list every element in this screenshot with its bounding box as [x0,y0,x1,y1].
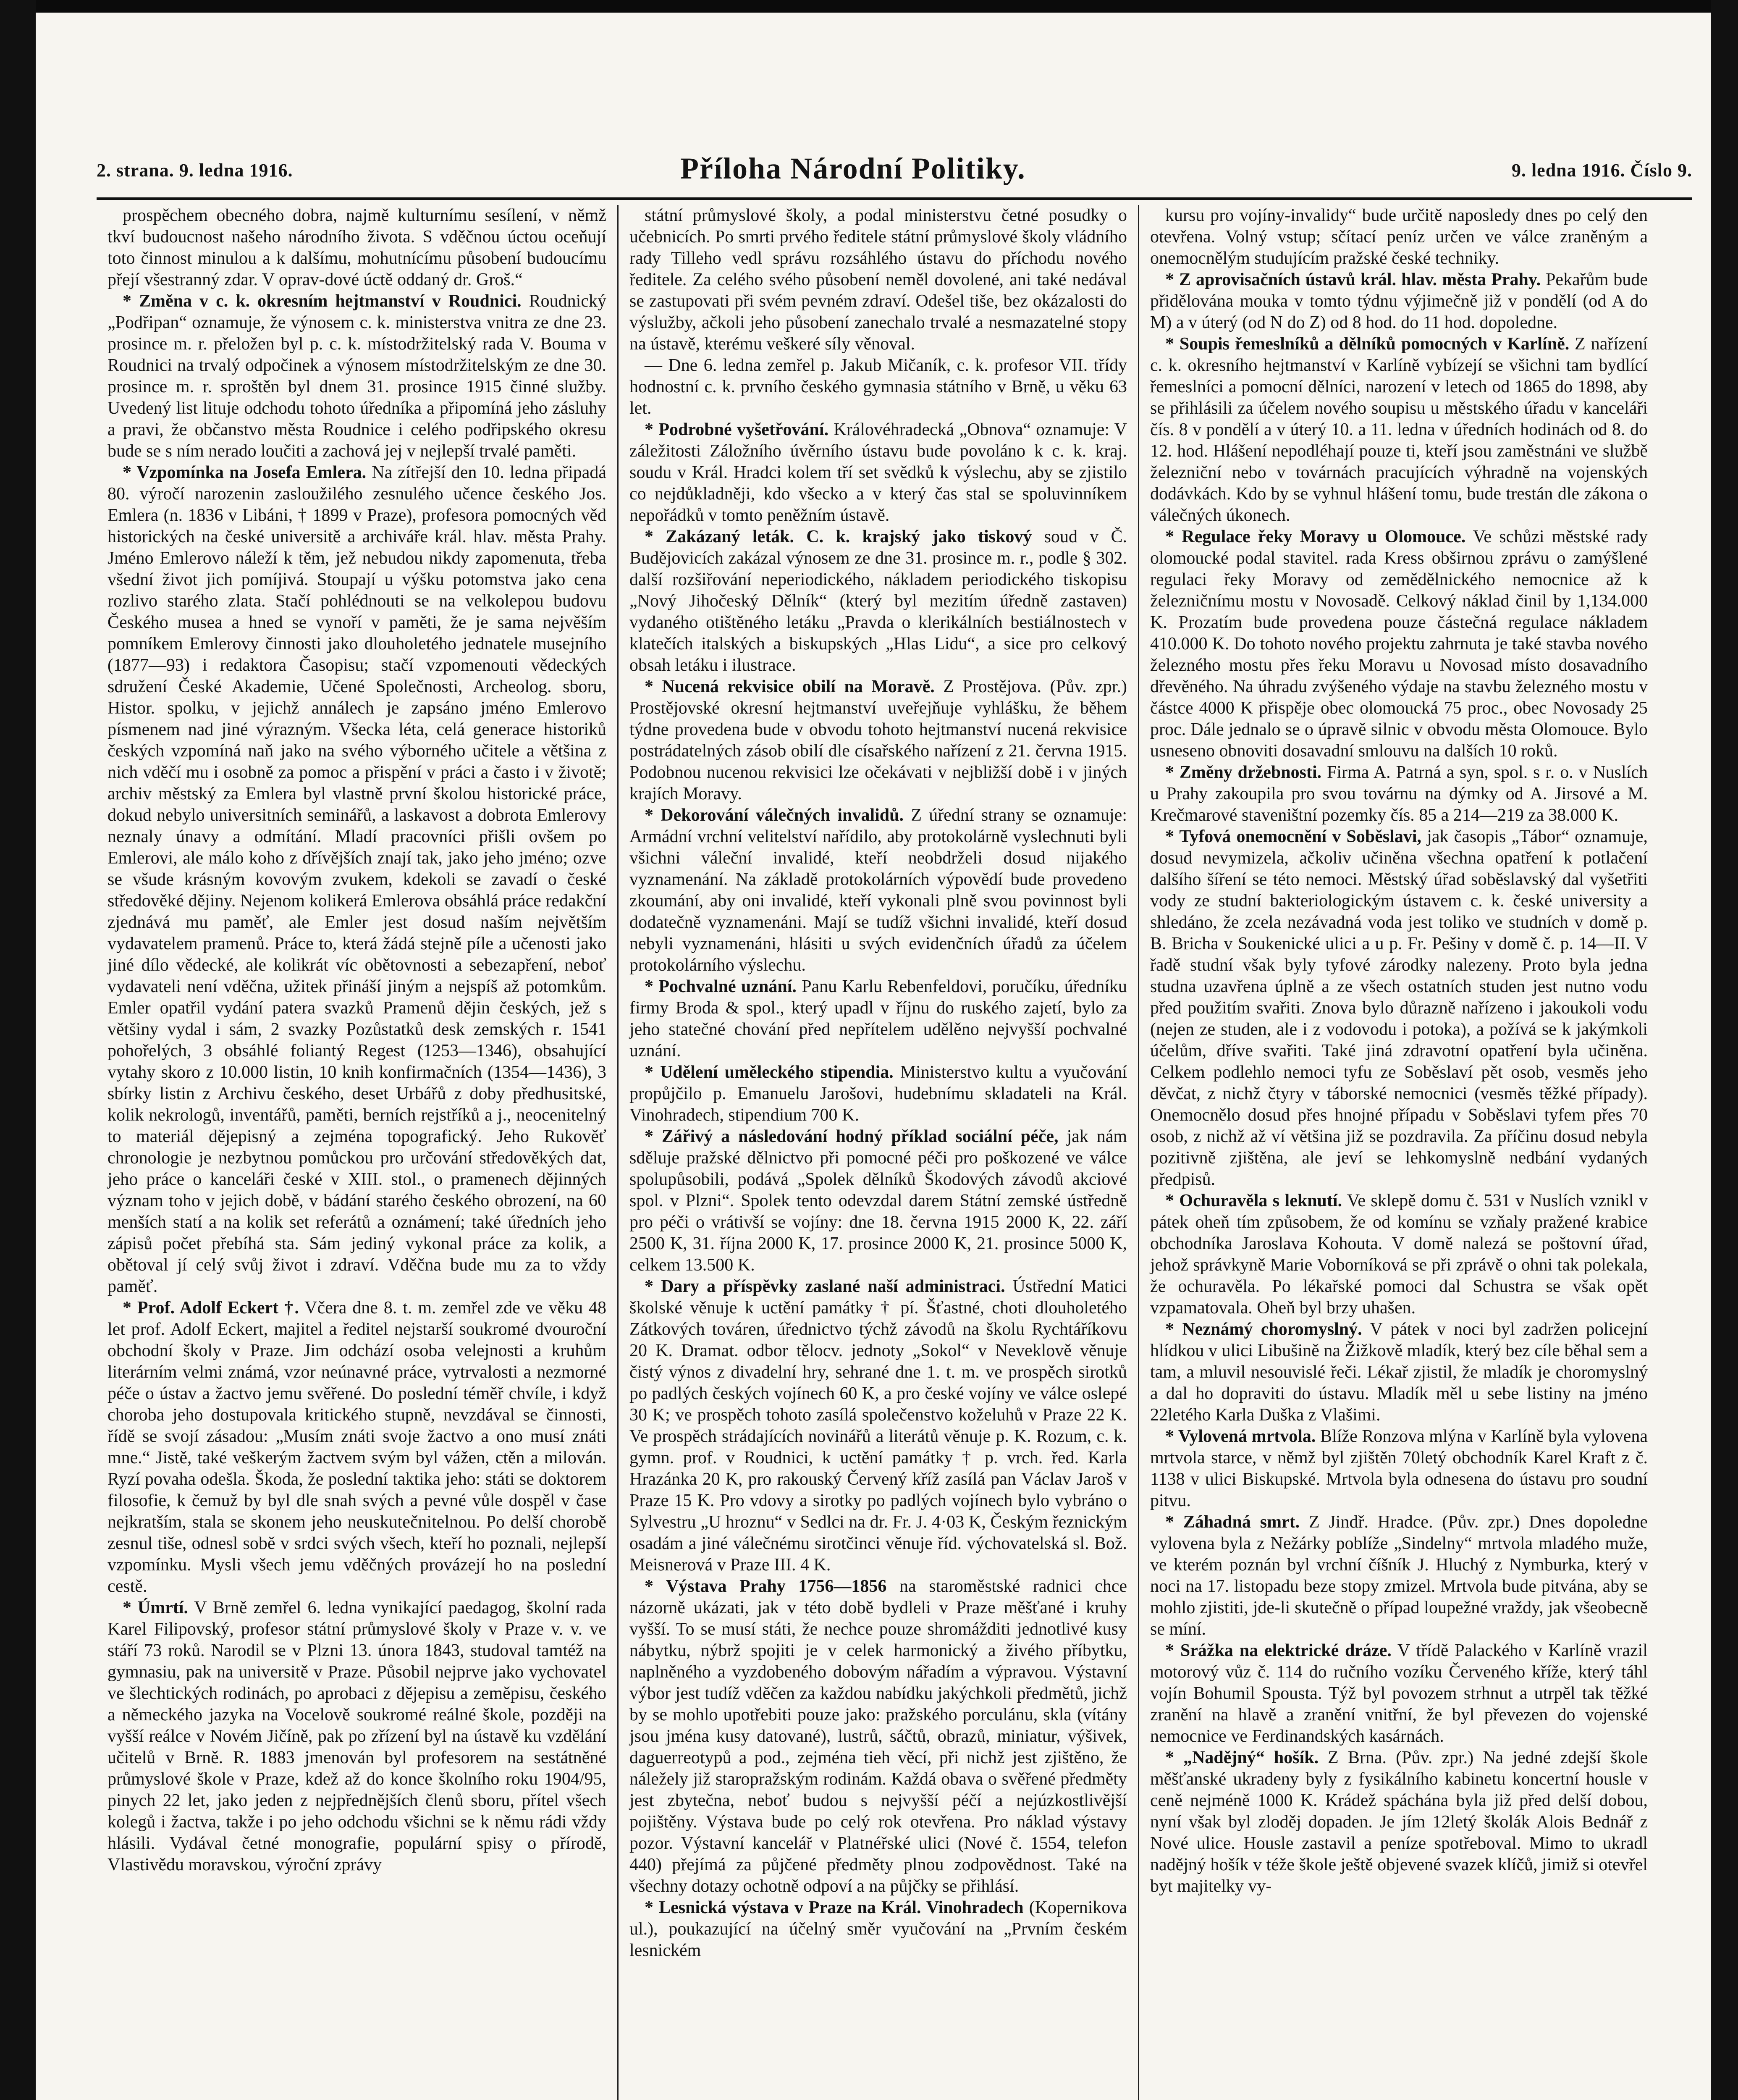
article-paragraph [629,676,1127,805]
header-title: Příloha Národní Politiky. [680,152,1026,185]
article-paragraph [629,1276,1127,1576]
article-text: Z úřední strany se oznamuje: Armádní vrchní velitelství nařídilo, aby protokolárně vyslechnuti byli všichni váleční invalidé, kteří neobdrželi dosud nijakého vyznamenání. Na základě protokolárních výpovědí bude provedeno zkoumání, aby oni invalidé, kteří vykonali plně svou povinnost byli dodatečně vyznamenáni. Mají se tudíž všichni invalidé, kteří dosud nebyli vyznamenáni, hlásiti u svých evidenčních úřadů za účelem protokolárního výslechu. [629,806,1127,975]
article-heading: * Pochvalné uznání. [645,977,797,996]
article-text: — Dne 6. ledna zemřel p. Jakub Mičaník, c. k. profesor VII. třídy hodnostní c. k. prvního českého gymnasia státního v Brně, u věku 63 let. [629,356,1127,418]
column-2 [617,205,1138,2100]
article-text: Pekařům bude přidělována mouka v tomto týdnu výjimečně již v pondělí (od A do M) a v úterý (od N do Z) od 8 hod. do 11 hod. dopoledne. [1150,270,1648,332]
article-paragraph [1150,526,1648,762]
article-text: státní průmyslové školy, a podal ministerstvu četné posudky o učebnicích. Po smrti prvého ředitele státní průmyslové školy vládního rady Tilleho vedl správu rozsáhlého ústavu do příchodu nového ředitele. Za celého svého působení neměl dovolené, ani také nedával se zastupovati při svém pevném zdraví. Odešel tiše, bez okázalosti do výslužby, ačkoli jeho působení zanechalo trvalé a nesmazatelné stopy na ústavě, kterému veškeré síly věnoval. [629,206,1127,354]
article-text: V Brně zemřel 6. ledna vynikající paedagog, školní rada Karel Filipovský, profesor státní průmyslové školy v Praze v. v. ve stáří 73 roků. Narodil se v Plzni 13. února 1843, studoval tamtéž na gymnasiu, pak na universitě v Praze. Působil nejprve jako vychovatel ve šlechtických rodinách, po aprobaci z dějepisu a zeměpisu, českého a německého jazyka na Vocelově soukromé reálné škole, později na vyšší reálce v Novém Jičíně, pak po zřízení byl na ústavě ku vzdělání učitelů v Brně. R. 1883 jmenován byl profesorem na sestátněné průmyslové škole v Praze, kdež až do konce školního roku 1904/95, pinych 22 let, jako jeden z nejpřednějších členů sboru, přítel všech kolegů i žactva, takže i po jeho odchodu všichni se k němu rádi vždy hlásili. Vydával četné monografie, populární spisy o přírodě, Vlastivědu moravskou, výroční zprávy [107,1598,606,1874]
article-paragraph [629,1126,1127,1276]
page-header [97,151,1692,202]
article-text: soud v Č. Budějovicích zakázal výnosem ze dne 31. prosince m. r., podle § 302. další rozšiřování neperiodického, nákladem periodického tiskopisu „Nový Jihočeský Dělník“ (který byl mezitím úředně zastaven) vydaného otištěného letáku „Pravda o klerikálních bestiálnostech v klatečích italských a biskupských „Hlas Lidu“, a sice pro celkový obsah letáku i ilustrace. [629,527,1127,675]
article-columns [97,205,1692,2100]
article-text: kursu pro vojíny-invalidy“ bude určitě naposledy dnes po celý den otevřena. Volný vstup; sčítací peníz určen ve válce zraněným a onemocnělým studujícím pražské české techniky. [1150,206,1648,268]
article-heading: * Vylovená mrtvola. [1165,1427,1316,1446]
article-heading: * Výstava Prahy 1756—1856 [645,1577,887,1596]
article-paragraph [1150,1190,1648,1319]
article-paragraph [629,976,1127,1062]
article-paragraph [107,1297,606,1597]
header-date-issue: 9. ledna 1916. Číslo 9. [1511,160,1692,181]
article-heading: * Udělení uměleckého stipendia. [645,1063,894,1082]
article-text: na staroměstské radnici chce názorně ukázati, jak v této době bydleli v Praze měšťané i kruhy vyšší. To se musí státi, že nechce pouze shromážditi jednotlivé kusy nábytku, nýbrž spojiti je v celek harmonický a živého příbytku, naplněného a vyzdobeného dobovým nářadím a výpravou. Výstavní výbor jest tudíž vděčen za každou nabídku jakýchkoli předmětů, jichž by se mohlo upotřebiti pouze jako: pražského porculánu, skla (vítány jsou jména kusy datované), lustrů, sáčtů, obrazů, miniatur, výšivek, daguerreotypů a pod., zejména tieh věcí, při nichž jest zjištěno, že náležely již staropražským rodinám. Každá obava o svěřené předměty jest zbytečna, neboť budou s nejvyšší péčí a nejúzkostlivější pojištěny. Výstava bude po celý rok otevřena. Pro náklad výstavy pozor. Výstavní kancelář v Platnéřské ulici (Nové č. 1554, telefon 440) přejímá za půjčené předměty plnou zodpovědnost. Také na všechny dotazy ochotně odpoví a na půjčky se přihlásí. [629,1577,1127,1896]
article-heading: * Dekorování válečných invalidů. [645,806,904,825]
article-heading: * Prof. Adolf Eckert †. [123,1298,299,1318]
article-heading: * Lesnická výstava v Praze na Král. Vinohradech [645,1898,1024,1917]
article-text: Včera dne 8. t. m. zemřel zde ve věku 48 let prof. Adolf Eckert, majitel a ředitel nejstarší soukromé dvouroční obchodní školy v Praze. Jim odchází osoba velejnosti a kruhům literárním velmi známá, vzor neúnavné práce, vytrvalosti a nezmorné péče o ústav a žactvo jemu svěřené. Do poslední téměř chvíle, i když choroba jeho dostupovala kritického stupně, nevzdával se činnosti, řídě se svojí zásadou: „Musím znáti svoje žactvo a ono musí znáti mne.“ Jistě, také veškerým žactvem svým byl vážen, ctěn a milován. Ryzí povaha odešla. Škoda, že poslední taktika jeho: státi se doktorem filosofie, k čemuž by byl dle snah svých a pevné vůle dospěl v čase nejkratším, stala se skonem jeho neuskutečnitelnou. Po delší chorobě zesnul tiše, odnesl sobě v srdci svých všech, kteří ho poznali, nejlepší vzpomínku. Mysli všech jemu vděčných provázejí ho na poslední cestě. [107,1298,606,1596]
article-heading: * Ochuravěla s leknutí. [1165,1191,1342,1210]
article-heading: * Vzpomínka na Josefa Emlera. [123,463,367,482]
article-heading: * Srážka na elektrické dráze. [1165,1641,1392,1660]
header-rule [97,197,1692,200]
article-paragraph [1150,205,1648,269]
article-heading: * Regulace řeky Moravy u Olomouce. [1165,527,1466,546]
article-paragraph [629,1062,1127,1126]
article-text: Královéhradecká „Obnova“ oznamuje: V záležitosti Záložního úvěrního ústavu bude povoláno k c. k. kraj. soudu v Král. Hradci kolem tří set svědků k výslechu, aby se zjistilo co nejdůkladněji, kdo všecko a v který čas stal se spoluvinníkem nepořádků v tomto peněžním ústavě. [629,420,1127,525]
article-text: V pátek v noci byl zadržen policejní hlídkou v ulici Libušině na Žižkově mladík, který bez cíle běhal sem a tam, a mluvil nesouvislé řeči. Lékař zjistil, že mladík je choromyslný a dal ho dopraviti do ústavu. Mladík měl u sebe listiny na jméno 22letého Karla Duška z Vlašimi. [1150,1320,1648,1425]
article-text: Blíže Ronzova mlýna v Karlíně byla vylovena mrtvola starce, v němž byl zjištěn 70letý obchodník Karel Kraft z č. 1138 v ulici Biskupské. Mrtvola byla odnesena do ústavu pro soudní pitvu. [1150,1427,1648,1510]
article-heading: * Neznámý choromyslný. [1165,1320,1362,1339]
article-heading: * Soupis řemeslníků a dělníků pomocných v Karlíně. [1165,334,1570,354]
article-text: Ve sklepě domu č. 531 v Nuslích vznikl v pátek oheň tím způsobem, že od komínu se vzňaly pražené krabice obchodníka Jaroslava Kohouta. V domě nalezá se poštovní úřad, jehož správkyně Marie Voborníková se při zprávě o ohni tak polekala, že ochuravěla. Po lékařské pomoci dal Schustra se však opět vzpamatovala. Oheň byl brzy uhašen. [1150,1191,1648,1318]
article-paragraph [107,205,606,291]
article-text: Ústřední Matici školské věnuje k uctění památky † pí. Šťastné, choti dlouholetého Zátkových továren, úřednictvo týchž závodů na školu Rychtáříkovu 20 K. Dramat. odbor tělocv. jednoty „Sokol“ v Neveklově věnuje čistý výnos z divadelní hry, sehrané dne 1. t. m. ve prospěch sirotků po padlých českých vojínech 60 K, a pro české vojíny ve válce oslepé 30 K; ve prospěch tohoto zasílá společenstvo koželuhů v Praze 22 K. Ve prospěch strádajících novinářů a literátů věnuje p. K. Rozum, c. k. gymn. prof. v Roudnici, k uctění památky † p. vrch. řed. Karla Hrazánka 20 K, pro rakouský Červený kříž zasílá pan Václav Jaroš v Praze 15 K. Pro vdovy a sirotky po padlých vojínech bylo vybráno o Sylvestru „U hroznu“ v Sedlci na dr. Fr. J. 4·03 K, Českým řeznickým osadám a jiné válečnému sirotčinci věnuje říd. výchovatelská sl. Bož. Meisnerová v Praze III. 4 K. [629,1277,1127,1575]
column-1 [97,205,617,2100]
article-text: Panu Karlu Rebenfeldovi, poručíku, úředníku firmy Broda & spol., který upadl v říjnu do ruského zajetí, bylo za jeho statečné chování před nepřítelem udělěno nejvyšší pochvalné uznání. [629,977,1127,1060]
article-paragraph [1150,1319,1648,1426]
article-paragraph [107,1597,606,1876]
article-paragraph [1150,1747,1648,1897]
article-text: Z Prostějova. (Pův. zpr.) Prostějovské okresní hejtmanství uveřejňuje vyhlášku, že během týdne provedena bude v obvodu tohoto hejtmanství nucená rekvisice postrádatelných zásob obilí dle císařského nařízení z 21. června 1915. Podobnou nucenou rekvisici lze očekávati v nejbližší době i v jiných krajích Moravy. [629,677,1127,803]
article-paragraph [629,355,1127,419]
article-paragraph [1150,1426,1648,1512]
article-paragraph [1150,1512,1648,1640]
article-text: Ministerstvo kultu a vyučování propůjčilo p. Emanuelu Jarošovi, hudebnímu skladateli na Král. Vinohradech, stipendium 700 K. [629,1063,1127,1125]
article-paragraph [1150,333,1648,526]
article-paragraph [107,291,606,462]
article-paragraph [629,419,1127,526]
article-paragraph [629,1576,1127,1897]
article-text: Firma A. Patrná a syn, spol. s r. o. v Nuslích u Prahy zakoupila pro svou továrnu na dýmky od A. Jirsové a M. Krečmarové staveništní pozemky čís. 85 a 214—219 za 38.000 K. [1150,763,1648,825]
article-heading: * „Nadějný“ hošík. [1165,1748,1319,1767]
column-3 [1138,205,1659,2100]
scan-border-top [0,0,1738,13]
article-text: Z Jindř. Hradce. (Pův. zpr.) Dnes dopoledne vylovena byla z Nežárky poblíže „Sindelny“ mrtvola mladého muže, ve kterém poznán byl vrchní číšník J. Hluchý z Nymburka, který v noci na 17. listopadu beze stopy zmizel. Mrtvola bude pitvána, aby se mohlo zjistiti, jde-li skutečně o případ loupežné vraždy, jak všeobecně se míní. [1150,1512,1648,1639]
article-text: Ve schůzi městské rady olomoucké podal stavitel. rada Kress obširnou zprávu o zamýšlené regulaci řeky Moravy od zemědělnického nemocnice až k železničnímu mostu v Novosadě. Celkový náklad činil by 1,134.000 K. Prozatím bude provedena pouze částečná regulace nákladem 410.000 K. Do tohoto nového projektu zahrnuta je také stavba nového železného mostu přes řeku Moravu u Novosad místo dosavadního dřevěného. Na úhradu zvýšeného výdaje na stavbu železného mostu v částce 4000 K přispěje obec olomoucká 75 proc., obec Novosady 25 proc. Dále jednalo se o úpravě silnic v obvodu města Olomouce. Bylo usneseno obnoviti dosavadní smlouvu na dalších 10 roků. [1150,527,1648,761]
article-heading: * Změna v c. k. okresním hejtmanství v Roudnici. [123,291,522,311]
article-paragraph [629,1897,1127,1961]
article-text: Z nařízení c. k. okresního hejtmanství v Karlíně vybízejí se všichni tam bydlící řemeslníci a pomocní dělníci, narození v letech od 1865 do 1898, aby se přihlásili za účelem nového soupisu u městského úřadu v kanceláři čís. 8 v pondělí a v úterý 10. a 11. ledna v úředních hodinách od 8. do 12. hod. Hlášení nepodléhají pouze ti, kteří jsou zaměstnáni ve službě železniční nebo v továrnách pracujících výhradně na vojenských dodávkách. Kdo by se vyhnul hlášení tomu, bude trestán dle zákona o válečných úkonech. [1150,334,1648,525]
scan-border-left [0,0,36,2100]
article-text: jak nám sděluje pražské dělnictvo při pomocné péči pro poškozené ve válce spolupůsobili, podává „Spolek dělníků Škodových závodů akciové spol. v Plzni“. Spolek tento odevzdal darem Státní zemské ústředně pro péči o vrátivší se vojíny: dne 18. června 1915 2000 K, 22. září 2500 K, 31. října 2000 K, 17. prosince 2000 K, 21. prosince 5000 K, celkem 13.500 K. [629,1127,1127,1275]
article-heading: * Úmrtí. [123,1598,189,1617]
article-paragraph [629,526,1127,676]
scan-border-right [1711,0,1738,2100]
article-heading: * Tyfová onemocnění v Soběslavi, [1165,827,1422,846]
article-text: Roudnický „Podřipan“ oznamuje, že výnosem c. k. ministerstva vnitra ze dne 23. prosince m. r. přeložen byl p. c. k. místodržitelský rada V. Bouma v Roudnici na trvalý odpočinek a výnosem místodržitelským ze dne 30. prosince m. r. sproštěn byl dnem 31. prosince 1915 činné služby. Uvedený list lituje odchodu tohoto úředníka a připomíná jeho zásluhy a pravi, že občanstvo města Roudnice i celého podřipského okresu bude se s ním nerado loučiti a zachová jej v nejlepší trvalé paměti. [107,291,606,461]
article-text: prospěchem obecného dobra, najmě kulturnímu sesílení, v němž tkví budoucnost našeho národního života. S vděčnou úctou oceňují toto činnost minulou a k dalšímu, mohutnícímu působení budoucímu přejí všestranný zdar. V oprav-dové úctě oddaný dr. Groš.“ [107,206,606,289]
article-heading: * Z aprovisačních ústavů král. hlav. města Prahy. [1165,270,1541,289]
article-text: (Kopernikova ul.), poukazující na účelný směr vyučování na „Prvním českém lesnickém [629,1898,1127,1960]
article-paragraph [1150,762,1648,826]
article-paragraph [1150,269,1648,333]
article-text: Z Brna. (Pův. zpr.) Na jedné zdejší škole měšťanské ukradeny byly z fysikálního kabinetu koncertní housle v ceně nejméně 1000 K. Krádež spáchána byla již před delší dobou, nyní však byl zloděj dopaden. Je jím 12letý školák Alois Bednář z Nové ulice. Housle zastavil a peníze spotřeboval. Mimo to ukradl nadějný hošík v téže škole ještě objevené svazek klíčů, jimiž si otevřel byt majitelky vy- [1150,1748,1648,1896]
article-heading: * Změny držebnosti. [1165,763,1322,782]
article-text: jak časopis „Tábor“ oznamuje, dosud nevymizela, ačkoliv učiněna všechna opatření k potlačení dalšího šíření se této nemoci. Městský úřad soběslavský dal vyšetřiti vody ze studní bakteriologickým ústavem c. k. české university a shledáno, že zcela nezávadná voda jest toliko ve studních v domě p. B. Bricha v Soukenické ulici a u p. Fr. Pešiny v domě č. p. 14—II. V řadě studní však byly tyfové zárodky nalezeny. Proto byla jedna studna uzavřena úplně a ze všech ostatních studen jest nutno vodu před použitím svařiti. Znova bylo důrazně nařízeno i jakoukoli vodu (nejen ze studen, ale i z vodovodu i potoka), a požívá se k jakýmkoli účelům, dříve svařiti. Také jiná zdravotní opatření byla učiněna. Celkem podlehlo nemoci tyfu ze Soběslaví pět osob, vesměs jeho děvčat, z nichž čtyry v táborské nemocnici (vesměs těžké případy). Onemocnělo dosud přes hnojné případu v Soběslavi tyfem přes 70 osob, z nichž až ví většina již se pozdravila. Za příčinu dosud nebyla pozitivně zjištěna, ale jeví se lehkomyslně nedbání vydaných předpisů. [1150,827,1648,1189]
article-heading: * Zářivý a následování hodný příklad sociální péče, [645,1127,1059,1146]
article-heading: * Podrobné vyšetřování. [645,420,829,439]
article-text: V třídě Palackého v Karlíně vrazil motorový vůz č. 114 do ručního vozíku Červeného kříže, který táhl vojín Bohumil Spousta. Týž byl povozem strhnut a utrpěl tak těžké zranění na hlavě a zranění vnitřní, že byl převezen do vojenské nemocnice ve Ferdinandských kasárnách. [1150,1641,1648,1746]
header-page-date: 2. strana. 9. ledna 1916. [97,160,293,181]
article-heading: * Dary a příspěvky zaslané naší administraci. [645,1277,1005,1296]
article-paragraph [1150,1640,1648,1747]
article-heading: * Nucená rekvisice obilí na Moravě. [645,677,935,696]
article-heading: * Záhadná smrt. [1165,1512,1300,1532]
article-paragraph [107,462,606,1297]
article-paragraph [1150,826,1648,1190]
article-text: Na zítřejší den 10. ledna připadá 80. výročí narozenin zasloužilého zesnulého učence českého Jos. Emlera (n. 1836 v Libáni, † 1899 v Praze), profesora pomocných věd historických na české universitě a archiváře král. hlav. města Prahy. Jméno Emlerovo náleží k těm, jež nebudou nikdy zapomenuta, třeba všední život jich pomíjivá. Stoupají u výšku potomstva jako cena rozlivo starého zlata. Stačí pohlédnouti se na velkolepou budovu Českého musea a hned se vynoří v paměti, že je sama nejvěším pomníkem Emlerovy činnosti jako dlouholetého jednatele musejního (1877—93) i redaktora Časopisu; stačí vzpomenouti vědeckých sdružení České Akademie, Učené Společnosti, Archeolog. sboru, Histor. spolku, v jejichž annálech je zapsáno jméno Emlerovo písmenem nad jiné výrazným. Všecka léta, celá generace historiků českých vzpomíná naň jako na svého výborného učitele a většina z nich vděčí mu i osobně za pomoc a přispění v práci a často i v životě; archiv městský za Emlera byl vlastně první školou historické práce, dokud nebylo universitních seminářů, a laskavost a dobrota Emlerovy neznaly únavy a odmítání. Mladí pracovníci přišli ovšem po Emlerovi, ale málo koho z dřívějších znají tak, jako jeho jméno; ozve se všude krásným kovovým zvukem, kdekoli se zavadí o české středověké dějiny. Nejenom kolikerá Emlerova obsáhlá práce redakční zjednává mu paměť, ale Emler jest dosud naším největším vydavatelem pramenů. Práce to, která žádá stejně píle a učenosti jako jiné dílo vědecké, ale kolikrát víc obětovnosti a sebezapření, neboť vydavateli není vděčna, užitek přináší jiným a nejspíš až potomkům. Emler opatřil vydání patera svazků Pramenů dějin českých, jež s většiny vydal i sám, 2 svazky Pozůstatků desk zemských r. 1541 pohořelých, 3 obsáhlé foliantý Regest (1253—1346), obsahující vytahy skoro z 10.000 listin, 10 knih konfirmačních (1354—1436), 3 sbírky listin z Archivu českého, deset Urbářů z doby předhusitské, kolik nekrologů, inventářů, paměti, berních rejstříků a j., neocenitelný to materiál dějepisný a zejména topografický. Jeho Rukověť chronologie je nezbytnou pomůckou pro určování středověkých dat, jeho práce o kanceláři české v XIII. stol., o pramenech dějinných význam toho v jejich době, v bádání starého českého obrození, na 60 menších statí a na kolik set referátů a oznámení; také úředních jeho zápisů počet přebíhá sta. Sám jediný vykonal práce za kolik, a obětoval jí celý svůj život i zdraví. Vděčna bude mu za to vždy paměť. [107,463,607,1296]
article-paragraph [629,805,1127,976]
article-heading: * Zakázaný leták. C. k. krajský jako tiskový [645,527,1032,546]
article-paragraph [629,205,1127,355]
